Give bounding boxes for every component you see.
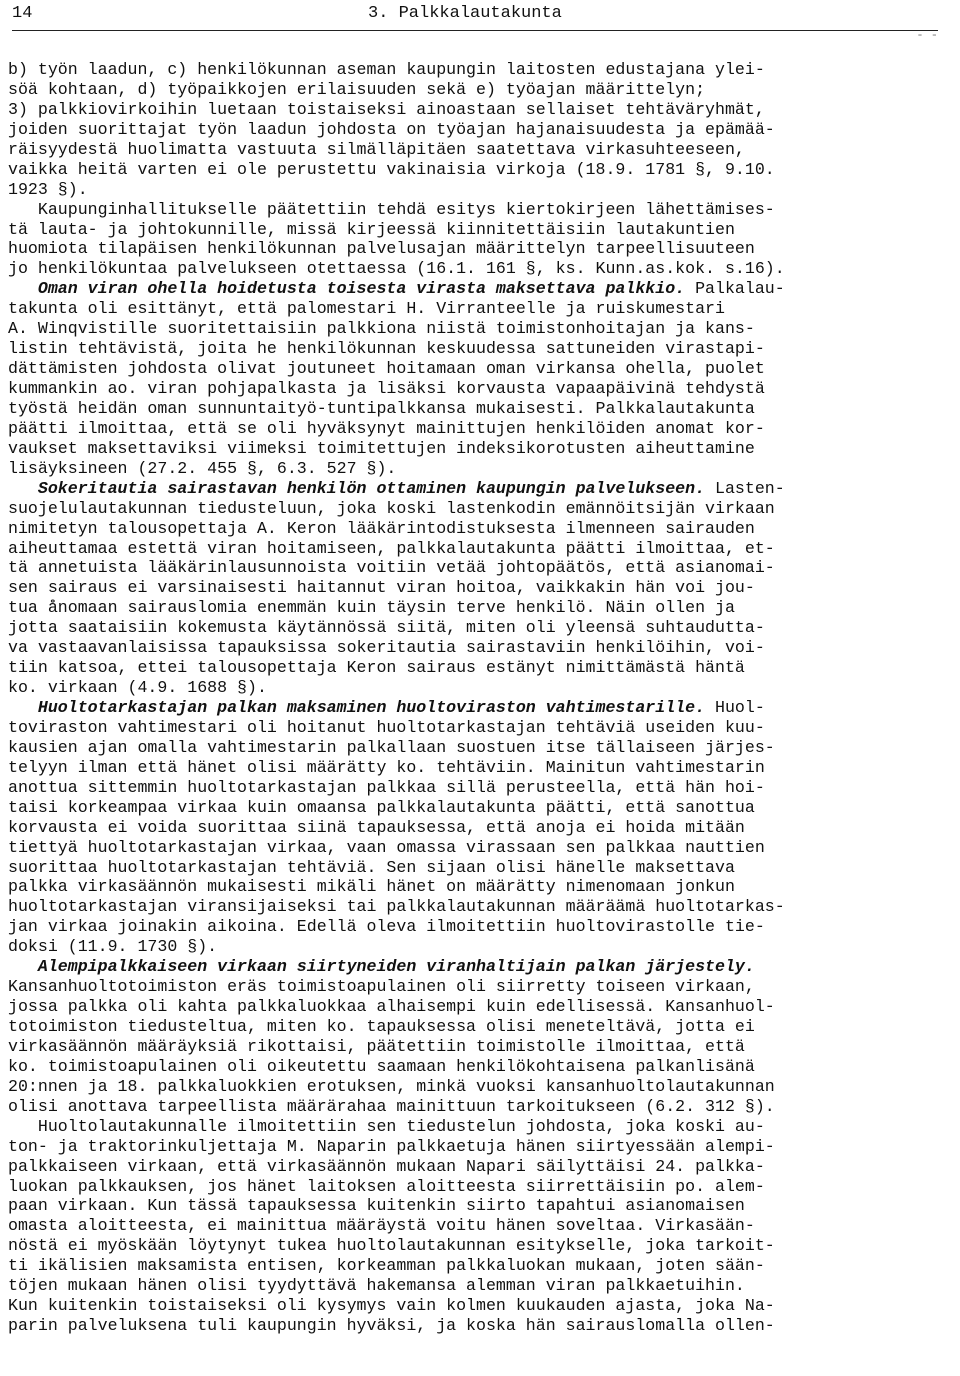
indent bbox=[8, 479, 38, 498]
text-line: 1923 §). bbox=[8, 179, 88, 199]
text-line: kausien ajan omalla vahtimestarin palkallaan suostuen itse tällaiseen järjes- bbox=[8, 737, 775, 757]
text-line: telyyn ilman että hänet olisi määrätty ko. tehtäviin. Mainitun vahtimestarin bbox=[8, 757, 765, 777]
section-heading: Alempipalkkaiseen virkaan siirtyneiden viranhaltijain palkan järjestely. bbox=[37, 957, 755, 977]
text-line: nöstä ei myöskään löytynyt tukea huoltolautakunnan esitykselle, joka tarkoit- bbox=[8, 1236, 775, 1256]
text-line: anottua sittemmin huoltotarkastajan palkkaa sillä perusteella, että hän hoi- bbox=[8, 777, 765, 797]
text-line: päätti ilmoittaa, että se oli hyväksynyt mainittujen henkilöiden anomat kor- bbox=[8, 418, 765, 438]
heading-continuation: Palkalau- bbox=[685, 279, 785, 299]
text-line: doksi (11.9. 1730 §). bbox=[8, 937, 218, 957]
text-line: parin palveluksena tuli kaupungin hyväksi, ja koska hän sairauslomalla ollen- bbox=[8, 1316, 775, 1336]
text-line: virkasäännön määräyksiä rikottaisi, päätettiin toimistolle ilmoittaa, että bbox=[8, 1036, 745, 1056]
text-line: tä annetuista lääkärinlausunnoista voitiin vetää johtopäätös, että asianomai- bbox=[8, 558, 775, 578]
text-line: 3) palkkiovirkoihin luetaan toistaiseksi ainoastaan sellaiset tehtäväryhmät, bbox=[8, 99, 765, 119]
text-line: palkka virkasäännön mukaisesti mikäli hänet on määrätty nimenomaan jonkun bbox=[8, 877, 735, 897]
text-line: paan virkaan. Kun tässä tapauksessa kuitenkin siirto tapahtui asianomaisen bbox=[8, 1196, 745, 1216]
section-heading-line bbox=[8, 698, 938, 718]
text-line: söä kohtaan, d) työpaikkojen erilaisuuden sekä e) työajan määrittelyn; bbox=[8, 79, 706, 99]
text-line: b) työn laadun, c) henkilökunnan aseman kaupungin laitosten edustajana ylei- bbox=[8, 60, 765, 79]
section-heading: Huoltotarkastajan palkan maksaminen huoltoviraston vahtimestarille. bbox=[37, 698, 706, 717]
text-line: suojelulautakunnan tiedusteluun, joka koski lastenkodin emännöitsijän virkaan bbox=[8, 498, 775, 518]
text-line: Kaupunginhallitukselle päätettiin tehdä esitys kiertokirjeen lähettämises- bbox=[8, 199, 775, 219]
text-line: räisyydestä huolimatta vastuuta silmälläpitäen saatettava virkasuhteeseen, bbox=[8, 139, 745, 159]
text-line: A. Winqvistille suoritettaisiin palkkiona niistä toimistonhoitajan ja kans- bbox=[8, 319, 755, 339]
text-line: tiin katsoa, ettei talousopettaja Keron sairaus estänyt nimittämästä häntä bbox=[8, 658, 745, 678]
text-line: ton- ja traktorinkuljettaja M. Naparin palkkaetuja hänen siirtyessään alempi- bbox=[8, 1136, 775, 1156]
text-line: 20:nnen ja 18. palkkaluokkien erotuksen, minkä vuoksi kansanhuoltolautakunnan bbox=[8, 1076, 775, 1096]
text-line: ko. virkaan (4.9. 1688 §). bbox=[8, 678, 267, 698]
text-line: huoltotarkastajan viransijaiseksi tai palkkalautakunnan määräämä huoltotarkas- bbox=[8, 897, 785, 917]
page-number: 14 bbox=[12, 4, 33, 23]
text-line: töjen mukaan hänen olisi tyydyttävä hakemansa alemman viran palkkaetuihin. bbox=[8, 1276, 745, 1296]
text-line: vaikka heitä varten ei ole perustettu vakinaisia virkoja (18.9. 1781 §, 9.10. bbox=[8, 159, 775, 179]
heading-continuation: Lasten- bbox=[705, 478, 785, 498]
text-line: työstä heidän oman sunnuntaityö-tuntipalkkansa mukaisesti. Palkkalautakunta bbox=[8, 398, 755, 418]
text-line: jotta saataisiin kokemusta käytännössä siitä, miten oli yleensä suhtauduttа- bbox=[8, 618, 765, 638]
body-text bbox=[8, 60, 938, 1336]
text-line: lisäyksineen (27.2. 455 §, 6.3. 527 §). bbox=[8, 458, 397, 478]
page-header bbox=[12, 2, 938, 42]
text-line: palkkaiseen virkaan, että virkasäännön mukaan Napari säilyttäisi 24. palkka- bbox=[8, 1156, 765, 1176]
text-line: tä lauta- ja johtokunnille, missä kirjeessä kiinnitettäisiin lautakuntien bbox=[8, 219, 735, 239]
text-line: jan virkaa joinakin aikoina. Edellä oleva ilmoitettiin huoltovirastolle tie- bbox=[8, 917, 765, 937]
indent bbox=[8, 698, 38, 717]
section-heading: Sokeritautia sairastavan henkilön ottaminen kaupungin palvelukseen. bbox=[37, 478, 706, 498]
text-line: luokan palkkauksen, jos hänet laitoksen aloitteesta siirrettäisiin po. alem- bbox=[8, 1176, 765, 1196]
text-line: Kun kuitenkin toistaiseksi oli kysymys vain kolmen kuukauden ajasta, joka Na- bbox=[8, 1296, 775, 1316]
section-heading-line bbox=[8, 279, 938, 299]
text-line: ko. toimistoapulainen oli oikeutettu saamaan henkilökohtaisena palkanlisänä bbox=[8, 1056, 755, 1076]
heading-continuation: Huol- bbox=[705, 698, 765, 717]
text-line: Kansanhuoltotoimiston eräs toimistoapulainen oli siirretty toiseen virkaan, bbox=[8, 977, 755, 997]
text-line: va vastaavanlaisissa tapauksissa sokeritautia sairastaviin henkilöihin, voi- bbox=[8, 638, 765, 658]
text-line: jo henkilökuntaa palvelukseen otettaessa (16.1. 161 §, ks. Kunn.as.kok. s.16). bbox=[8, 259, 785, 279]
text-line: olisi anottava tarpeellista määrärahaa mainittuun tarkoitukseen (6.2. 312 §). bbox=[8, 1096, 775, 1116]
header-mark: - - bbox=[916, 28, 938, 42]
text-line: jossa palkka oli kahta palkkaluokkaa alhaisempi kuin edellisessä. Kansanhuol- bbox=[8, 997, 775, 1017]
text-line: korvausta ei voida suorittaa siinä tapauksessa, että anoja ei hoida mitään bbox=[8, 817, 745, 837]
text-line: nimitetyn talousopettaja A. Keron lääkärintodistuksesta ilmenneen sairauden bbox=[8, 518, 755, 538]
text-line: tua ånomaan sairauslomia enemmän kuin täysin terve henkilö. Näin ollen ja bbox=[8, 598, 735, 618]
text-line: totoimiston tiedusteltua, miten ko. tapauksessa olisi meneteltävä, jotta ei bbox=[8, 1017, 755, 1036]
running-head: 3. Palkkalautakunta bbox=[368, 4, 562, 23]
text-line: omasta aloitteesta, ei mainittua määräystä voitu hänen soveltaa. Virkasään- bbox=[8, 1216, 755, 1236]
text-line: tiettyä huoltotarkastajan virkaa, vaan omassa virassaan sen palkkaa nauttien bbox=[8, 837, 765, 857]
text-line: Huoltolautakunnalle ilmoitettiin sen tiedustelun johdosta, joka koski au- bbox=[8, 1116, 765, 1136]
text-line: kummankin ao. viran pohjapalkasta ja lisäksi korvausta vapaapäivinä tehdystä bbox=[8, 379, 765, 398]
text-line: huomiota tilapäisen henkilökunnan palvelusajan määrittelyn tarpeellisuuteen bbox=[8, 239, 755, 259]
text-line: dättämisten johdosta olivat joutuneet hoitamaan oman virkansa ohella, puolet bbox=[8, 359, 765, 379]
section-heading: Oman viran ohella hoidetusta toisesta virasta maksettava palkkio. bbox=[37, 279, 686, 299]
text-line: vaukset maksettaviksi viimeksi toimitettujen indeksikorotusten aiheuttamine bbox=[8, 438, 755, 458]
text-line: toviraston vahtimestari oli hoitanut huoltotarkastajan tehtäviä useiden kuu- bbox=[8, 717, 765, 737]
text-line: joiden suorittajat työn laadun johdosta on työajan hajanaisuudesta ja epämää- bbox=[8, 119, 775, 139]
text-line: aiheuttamaa estettä viran hoitamiseen, palkkalautakunta päätti ilmoittaa, et- bbox=[8, 538, 775, 558]
section-heading-line bbox=[8, 957, 938, 977]
text-line: listin tehtävistä, joita he henkilökunnan keskuudessa sattuneiden virastapi- bbox=[8, 339, 765, 359]
text-line: suorittaa huoltotarkastajan tehtäviä. Sen sijaan olisi hänelle maksettava bbox=[8, 857, 735, 877]
text-line: ti ikälisien maksamista entisen, korkeamman palkkaluokan mukaan, joten sään- bbox=[8, 1256, 765, 1276]
text-line: sen sairaus ei varsinaisesti haitannut viran hoitoa, vaikkakin hän voi jou- bbox=[8, 578, 755, 598]
indent bbox=[8, 279, 38, 298]
text-line: takunta oli esittänyt, että palomestari H. Virranteelle ja ruiskumestari bbox=[8, 299, 725, 319]
indent bbox=[8, 957, 38, 976]
section-heading-line bbox=[8, 479, 938, 499]
text-line: taisi korkeampaa virkaa kuin omaansa palkkalautakunta päätti, että sanottua bbox=[8, 797, 755, 817]
